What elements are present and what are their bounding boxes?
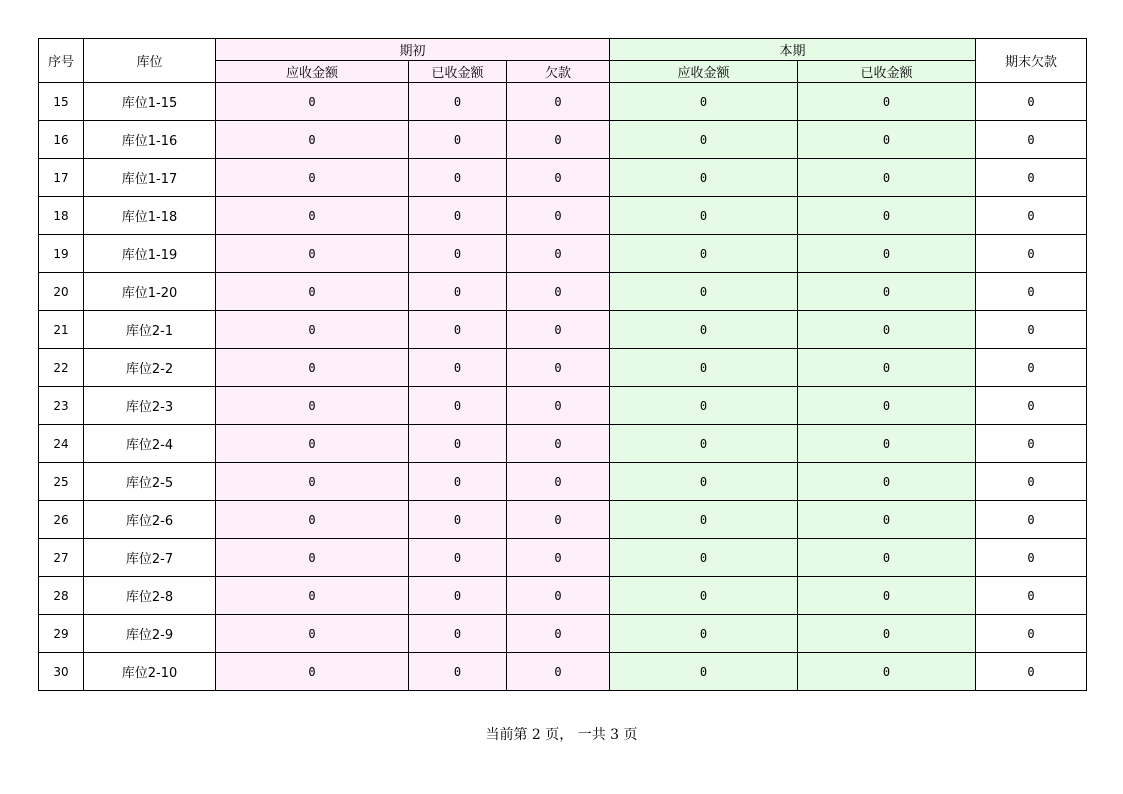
opening-received-cell: 0 bbox=[409, 577, 507, 615]
closing-debt-cell: 0 bbox=[976, 197, 1087, 235]
header-closing-debt: 期末欠款 bbox=[976, 39, 1087, 83]
table-row bbox=[39, 83, 1087, 121]
current-received-cell: 0 bbox=[798, 311, 976, 349]
opening-receivable-cell: 0 bbox=[216, 349, 409, 387]
seq-cell: 22 bbox=[39, 349, 84, 387]
location-cell: 库位2-3 bbox=[84, 387, 216, 425]
current-receivable-cell: 0 bbox=[610, 121, 798, 159]
location-cell: 库位2-9 bbox=[84, 615, 216, 653]
current-receivable-cell: 0 bbox=[610, 425, 798, 463]
location-cell: 库位2-7 bbox=[84, 539, 216, 577]
opening-debt-cell: 0 bbox=[507, 615, 610, 653]
opening-debt-cell: 0 bbox=[507, 653, 610, 691]
opening-received-cell: 0 bbox=[409, 235, 507, 273]
opening-received-cell: 0 bbox=[409, 501, 507, 539]
current-receivable-cell: 0 bbox=[610, 615, 798, 653]
current-received-cell: 0 bbox=[798, 501, 976, 539]
opening-received-cell: 0 bbox=[409, 653, 507, 691]
opening-debt-cell: 0 bbox=[507, 197, 610, 235]
opening-received-cell: 0 bbox=[409, 387, 507, 425]
location-cell: 库位2-4 bbox=[84, 425, 216, 463]
table-row bbox=[39, 197, 1087, 235]
location-cell: 库位1-16 bbox=[84, 121, 216, 159]
opening-debt-cell: 0 bbox=[507, 121, 610, 159]
location-cell: 库位2-6 bbox=[84, 501, 216, 539]
current-received-cell: 0 bbox=[798, 235, 976, 273]
opening-received-cell: 0 bbox=[409, 311, 507, 349]
current-receivable-cell: 0 bbox=[610, 577, 798, 615]
opening-received-cell: 0 bbox=[409, 463, 507, 501]
location-cell: 库位2-1 bbox=[84, 311, 216, 349]
current-received-cell: 0 bbox=[798, 539, 976, 577]
opening-received-cell: 0 bbox=[409, 615, 507, 653]
opening-receivable-cell: 0 bbox=[216, 235, 409, 273]
table-row bbox=[39, 311, 1087, 349]
table-row bbox=[39, 273, 1087, 311]
closing-debt-cell: 0 bbox=[976, 577, 1087, 615]
current-receivable-cell: 0 bbox=[610, 235, 798, 273]
table-row bbox=[39, 615, 1087, 653]
opening-receivable-cell: 0 bbox=[216, 425, 409, 463]
closing-debt-cell: 0 bbox=[976, 235, 1087, 273]
opening-debt-cell: 0 bbox=[507, 311, 610, 349]
seq-cell: 27 bbox=[39, 539, 84, 577]
current-received-cell: 0 bbox=[798, 197, 976, 235]
seq-cell: 23 bbox=[39, 387, 84, 425]
closing-debt-cell: 0 bbox=[976, 615, 1087, 653]
header-opening: 期初 bbox=[216, 39, 610, 61]
current-receivable-cell: 0 bbox=[610, 501, 798, 539]
page-indicator: 当前第 2 页， 一共 3 页 bbox=[485, 727, 638, 743]
opening-debt-cell: 0 bbox=[507, 159, 610, 197]
opening-debt-cell: 0 bbox=[507, 577, 610, 615]
location-cell: 库位2-8 bbox=[84, 577, 216, 615]
current-received-cell: 0 bbox=[798, 273, 976, 311]
closing-debt-cell: 0 bbox=[976, 539, 1087, 577]
closing-debt-cell: 0 bbox=[976, 653, 1087, 691]
current-receivable-cell: 0 bbox=[610, 387, 798, 425]
opening-debt-cell: 0 bbox=[507, 387, 610, 425]
current-received-cell: 0 bbox=[798, 653, 976, 691]
opening-debt-cell: 0 bbox=[507, 501, 610, 539]
seq-cell: 24 bbox=[39, 425, 84, 463]
location-cell: 库位2-10 bbox=[84, 653, 216, 691]
header-current-received: 已收金额 bbox=[798, 61, 976, 83]
opening-received-cell: 0 bbox=[409, 197, 507, 235]
location-cell: 库位1-15 bbox=[84, 83, 216, 121]
closing-debt-cell: 0 bbox=[976, 463, 1087, 501]
opening-received-cell: 0 bbox=[409, 349, 507, 387]
header-opening-received: 已收金额 bbox=[409, 61, 507, 83]
seq-cell: 21 bbox=[39, 311, 84, 349]
closing-debt-cell: 0 bbox=[976, 273, 1087, 311]
current-received-cell: 0 bbox=[798, 577, 976, 615]
header-current: 本期 bbox=[610, 39, 976, 61]
table-row bbox=[39, 159, 1087, 197]
current-received-cell: 0 bbox=[798, 159, 976, 197]
seq-cell: 15 bbox=[39, 83, 84, 121]
table-row bbox=[39, 501, 1087, 539]
seq-cell: 28 bbox=[39, 577, 84, 615]
table-row bbox=[39, 539, 1087, 577]
table-row bbox=[39, 387, 1087, 425]
closing-debt-cell: 0 bbox=[976, 83, 1087, 121]
current-receivable-cell: 0 bbox=[610, 349, 798, 387]
table-header bbox=[39, 39, 1087, 83]
table-row bbox=[39, 425, 1087, 463]
opening-debt-cell: 0 bbox=[507, 273, 610, 311]
seq-cell: 19 bbox=[39, 235, 84, 273]
location-cell: 库位1-20 bbox=[84, 273, 216, 311]
current-received-cell: 0 bbox=[798, 121, 976, 159]
current-receivable-cell: 0 bbox=[610, 83, 798, 121]
closing-debt-cell: 0 bbox=[976, 121, 1087, 159]
location-cell: 库位2-2 bbox=[84, 349, 216, 387]
receivables-table bbox=[38, 38, 1087, 691]
location-cell: 库位2-5 bbox=[84, 463, 216, 501]
table-row bbox=[39, 577, 1087, 615]
closing-debt-cell: 0 bbox=[976, 425, 1087, 463]
opening-debt-cell: 0 bbox=[507, 463, 610, 501]
opening-receivable-cell: 0 bbox=[216, 197, 409, 235]
closing-debt-cell: 0 bbox=[976, 501, 1087, 539]
table-row bbox=[39, 121, 1087, 159]
header-seq: 序号 bbox=[39, 39, 84, 83]
table-body bbox=[39, 83, 1087, 691]
opening-received-cell: 0 bbox=[409, 539, 507, 577]
opening-received-cell: 0 bbox=[409, 425, 507, 463]
current-received-cell: 0 bbox=[798, 463, 976, 501]
current-receivable-cell: 0 bbox=[610, 539, 798, 577]
opening-debt-cell: 0 bbox=[507, 83, 610, 121]
opening-received-cell: 0 bbox=[409, 83, 507, 121]
table-row bbox=[39, 653, 1087, 691]
closing-debt-cell: 0 bbox=[976, 311, 1087, 349]
table-row bbox=[39, 463, 1087, 501]
opening-debt-cell: 0 bbox=[507, 235, 610, 273]
opening-receivable-cell: 0 bbox=[216, 121, 409, 159]
current-received-cell: 0 bbox=[798, 83, 976, 121]
opening-receivable-cell: 0 bbox=[216, 311, 409, 349]
current-receivable-cell: 0 bbox=[610, 273, 798, 311]
current-receivable-cell: 0 bbox=[610, 197, 798, 235]
opening-receivable-cell: 0 bbox=[216, 273, 409, 311]
closing-debt-cell: 0 bbox=[976, 349, 1087, 387]
opening-receivable-cell: 0 bbox=[216, 577, 409, 615]
opening-received-cell: 0 bbox=[409, 121, 507, 159]
seq-cell: 18 bbox=[39, 197, 84, 235]
header-current-receivable: 应收金额 bbox=[610, 61, 798, 83]
seq-cell: 17 bbox=[39, 159, 84, 197]
opening-received-cell: 0 bbox=[409, 273, 507, 311]
table-row bbox=[39, 235, 1087, 273]
seq-cell: 16 bbox=[39, 121, 84, 159]
header-opening-debt: 欠款 bbox=[507, 61, 610, 83]
opening-receivable-cell: 0 bbox=[216, 387, 409, 425]
opening-receivable-cell: 0 bbox=[216, 539, 409, 577]
current-receivable-cell: 0 bbox=[610, 159, 798, 197]
location-cell: 库位1-17 bbox=[84, 159, 216, 197]
current-received-cell: 0 bbox=[798, 615, 976, 653]
closing-debt-cell: 0 bbox=[976, 387, 1087, 425]
opening-receivable-cell: 0 bbox=[216, 83, 409, 121]
seq-cell: 29 bbox=[39, 615, 84, 653]
seq-cell: 26 bbox=[39, 501, 84, 539]
opening-receivable-cell: 0 bbox=[216, 615, 409, 653]
seq-cell: 20 bbox=[39, 273, 84, 311]
opening-receivable-cell: 0 bbox=[216, 653, 409, 691]
current-received-cell: 0 bbox=[798, 349, 976, 387]
closing-debt-cell: 0 bbox=[976, 159, 1087, 197]
opening-received-cell: 0 bbox=[409, 159, 507, 197]
opening-debt-cell: 0 bbox=[507, 425, 610, 463]
seq-cell: 25 bbox=[39, 463, 84, 501]
opening-receivable-cell: 0 bbox=[216, 159, 409, 197]
current-received-cell: 0 bbox=[798, 425, 976, 463]
table-row bbox=[39, 349, 1087, 387]
location-cell: 库位1-19 bbox=[84, 235, 216, 273]
header-opening-receivable: 应收金额 bbox=[216, 61, 409, 83]
seq-cell: 30 bbox=[39, 653, 84, 691]
opening-receivable-cell: 0 bbox=[216, 463, 409, 501]
opening-debt-cell: 0 bbox=[507, 539, 610, 577]
opening-receivable-cell: 0 bbox=[216, 501, 409, 539]
opening-debt-cell: 0 bbox=[507, 349, 610, 387]
current-receivable-cell: 0 bbox=[610, 463, 798, 501]
current-receivable-cell: 0 bbox=[610, 653, 798, 691]
location-cell: 库位1-18 bbox=[84, 197, 216, 235]
current-received-cell: 0 bbox=[798, 387, 976, 425]
header-location: 库位 bbox=[84, 39, 216, 83]
current-receivable-cell: 0 bbox=[610, 311, 798, 349]
